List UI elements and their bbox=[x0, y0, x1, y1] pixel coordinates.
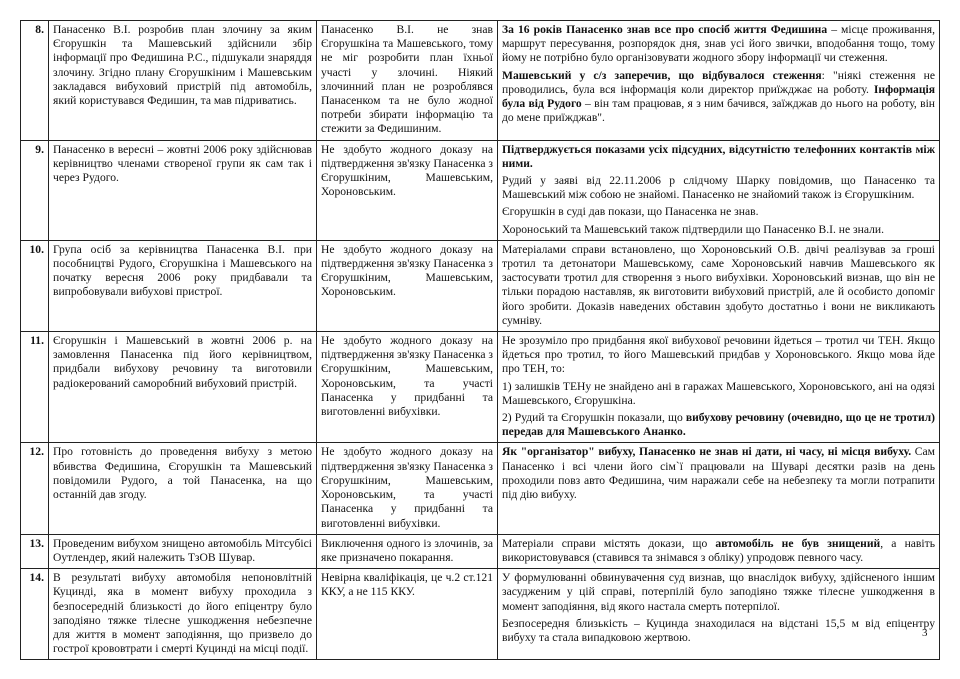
emphasized-text: автомобіль не був знищений bbox=[715, 536, 881, 550]
evidence-paragraph bbox=[502, 617, 935, 645]
paragraph-text: Матеріалами справи встановлено, що Хороновський О.В. двічі реалізував за гроші тротил та детонатори Машевському, саме Хороновський навчив Машевського як застосувати тротил для створення з нього вибухівки. Хороновський визнав, що він не тільки порадою наставляв, як виготовити вибуховий пристрій, але й особисто допоміг його зробити. Доказів наведених обставин здобуто достатньо і вони не викликають сумніву. bbox=[502, 242, 935, 327]
charge-text: В результаті вибуху автомобіля непоновлітній Куциндi, яка в момент вибуху проходила з безпосередній близькості до його епіцентру було заподіяно тяжке тілесне ушкодження небезпечне для життя в момент заподіяння, що призвело до гострої крововтрати і смерті Куциндi на місці події. bbox=[49, 569, 317, 660]
evidence-paragraph bbox=[502, 571, 935, 614]
table-row bbox=[21, 240, 940, 331]
evidence-paragraph bbox=[502, 537, 935, 565]
charge-text: Єгорушкін і Машевський в жовтні 2006 р. на замовлення Панасенка під його керівництвом, придбали вибухову речовину та виготовили радіокерований саморобний вибуховий пристрій. bbox=[49, 332, 317, 443]
charge-text: Панасенко В.І. розробив план злочину за яким Єгорушкін та Машевський здійснили збір інформації про Федишина Р.С., підшукали знаряддя злочину. Згідно плану Єгорушкіним і Машевським закладався вибуховий пристрій під автомобіль, який користувався Федишин, та мав підриватись. bbox=[49, 21, 317, 141]
emphasized-text: Інформація була від Рудого bbox=[502, 82, 935, 111]
row-number: 13. bbox=[21, 534, 49, 568]
objection-text: Не здобуто жодного доказу на підтвердження зв'язку Панасенка з Єгорушкіним, Машевським, Хороновським, та участі Панасенка у придбанні та виготовленні вибухівки. bbox=[317, 332, 498, 443]
emphasized-text: вибухову речовину (очевидно, що це не тротил) передав для Машевського Ананко. bbox=[502, 411, 935, 439]
evidence-cell bbox=[498, 21, 940, 141]
evidence-paragraph bbox=[502, 205, 935, 219]
evidence-paragraph bbox=[502, 411, 935, 439]
charge-text: Проведеним вибухом знищено автомобіль Мітсубісі Оутлендер, який належить ТзОВ Шувар. bbox=[49, 534, 317, 568]
table-row bbox=[21, 443, 940, 534]
emphasized-text: Підтверджується показами усіх підсудних, відсутністю телефонних контактів між ними. bbox=[502, 142, 935, 170]
row-number: 9. bbox=[21, 140, 49, 240]
evidence-cell bbox=[498, 332, 940, 443]
evidence-cell bbox=[498, 240, 940, 331]
comparison-table bbox=[20, 20, 940, 660]
objection-text: Не здобуто жодного доказу на підтвердження зв'язку Панасенка з Єгорушкіним, Машевським, Хороновським. bbox=[317, 240, 498, 331]
row-number: 12. bbox=[21, 443, 49, 534]
objection-text: Панасенко В.І. не знав Єгорушкіна та Машевського, тому не міг розробити план їхньої участі у злочині. Ніякий злочинний план не розроблявся Панасенком та не було жодної потреби збирати інформацію та стежити за Федишиним. bbox=[317, 21, 498, 141]
paragraph-text: – він там працював, я з ним бачився, заїжджав до нього на роботу, він до мене приїжджав". bbox=[502, 97, 935, 125]
evidence-paragraph bbox=[502, 174, 935, 202]
evidence-paragraph bbox=[502, 380, 935, 408]
paragraph-text: Хороноський та Машевський також підтвердили що Панасенко В.І. не знали. bbox=[502, 222, 884, 236]
table-row bbox=[21, 140, 940, 240]
paragraph-text: Матеріали справи містять докази, що bbox=[502, 536, 716, 550]
paragraph-text: , а навіть використовувався (ставився та знімався з обліку) упродовж певного часу. bbox=[502, 536, 935, 564]
paragraph-text: Єгорушкін в суді дав покази, що Панасенка не знав. bbox=[502, 205, 759, 219]
table-row bbox=[21, 332, 940, 443]
emphasized-text: За 16 років Панасенко знав все про спосіб життя Федишина bbox=[502, 23, 828, 36]
row-number: 14. bbox=[21, 569, 49, 660]
evidence-paragraph bbox=[502, 223, 935, 237]
row-number: 10. bbox=[21, 240, 49, 331]
paragraph-text: 2) Рудий та Єгорушкін показали, що bbox=[502, 411, 686, 425]
table-row bbox=[21, 534, 940, 568]
charge-text: Група осіб за керівництва Панасенка В.І. при пособництві Рудого, Єгорушкіна і Машевського на початку вересня 2006 року придбавали та випробовували вибухові пристрої. bbox=[49, 240, 317, 331]
paragraph-text: Рудий у заяві від 22.11.2006 р слідчому Шарку повідомив, що Панасенко та Машевський між собою не знайомі. Панасенко не знайомий також із Єгорушкіним. bbox=[502, 174, 935, 202]
objection-text: Виключення одного із злочинів, за яке призначено покарання. bbox=[317, 534, 498, 568]
paragraph-text: : "ніякі стеження не проводились, була вся інформація коли директор приїжджає на роботу. bbox=[502, 68, 935, 96]
paragraph-text: У формулюванні обвинувачення суд визнав, що внаслідок вибуху, здійсненого іншим засудженим у цій справі, потерпілій було заподіяно тяжке тілесне ушкодження в момент заподіяння, від якого настала смерть потерпілої. bbox=[502, 571, 935, 613]
row-number: 11. bbox=[21, 332, 49, 443]
emphasized-text: Машевський у с/з заперечив, що відбувалося стеження bbox=[502, 68, 822, 82]
evidence-cell bbox=[498, 140, 940, 240]
charge-text: Панасенко в вересні – жовтні 2006 року здійснював керівництво членами створеної групи як сам так і через Рудого. bbox=[49, 140, 317, 240]
page-number: 3 bbox=[922, 627, 928, 639]
paragraph-text: – місце проживання, маршрут пересування, розпорядок дня, знав усі його звички, вподобання тощо, тому йому не потрібно було організовувати жодного збору інформації чи стеження. bbox=[502, 23, 935, 65]
evidence-paragraph bbox=[502, 243, 935, 328]
evidence-cell bbox=[498, 534, 940, 568]
table-row bbox=[21, 569, 940, 660]
evidence-paragraph bbox=[502, 143, 935, 171]
emphasized-text: Як "організатор" вибуху, Панасенко не знав ні дати, ні часу, ні місця вибуху. bbox=[502, 445, 912, 459]
objection-text: Невірна кваліфікація, це ч.2 ст.121 ККУ, а не 115 ККУ. bbox=[317, 569, 498, 660]
row-number: 8. bbox=[21, 21, 49, 141]
evidence-paragraph bbox=[502, 69, 935, 126]
objection-text: Не здобуто жодного доказу на підтвердження зв'язку Панасенка з Єгорушкіним, Машевським, Хороновським, та участі Панасенка у придбанні та виготовленні вибухівки. bbox=[317, 443, 498, 534]
paragraph-text: Безпосередня близькість – Куцинда знаходилася на відстані 15,5 м від епіцентру вибуху та стала випадковою жертвою. bbox=[502, 616, 935, 644]
table-row bbox=[21, 21, 940, 141]
evidence-cell bbox=[498, 569, 940, 660]
evidence-paragraph bbox=[502, 445, 935, 502]
objection-text: Не здобуто жодного доказу на підтвердження зв'язку Панасенка з Єгорушкіним, Машевським, Хороновським. bbox=[317, 140, 498, 240]
evidence-paragraph bbox=[502, 23, 935, 66]
paragraph-text: 1) залишків ТЕНу не знайдено ані в гаражах Машевського, Хороновського, ані на одязі Машевського, Єгорушкіна. bbox=[502, 379, 935, 407]
paragraph-text: Сам Панасенко і всі члени його сім`ї працювали на Шуварі десятки разів на день проходили повз авто Федишина, чим наражали себе на небезпеку та могли потрапити під дію вибуху. bbox=[502, 445, 935, 502]
evidence-cell bbox=[498, 443, 940, 534]
charge-text: Про готовність до проведення вибуху з метою вбивства Федишина, Єгорушкін та Машевський повідомили Рудого, а той Панасенка, на що останній дав згоду. bbox=[49, 443, 317, 534]
paragraph-text: Не зрозуміло про придбання якої вибухової речовини йдеться – тротил чи ТЕН. Якщо йдеться про тротил, то його Машевський придбав у Хороновського. Якщо мова йде про ТЕН, то: bbox=[502, 334, 935, 376]
evidence-paragraph bbox=[502, 334, 935, 377]
